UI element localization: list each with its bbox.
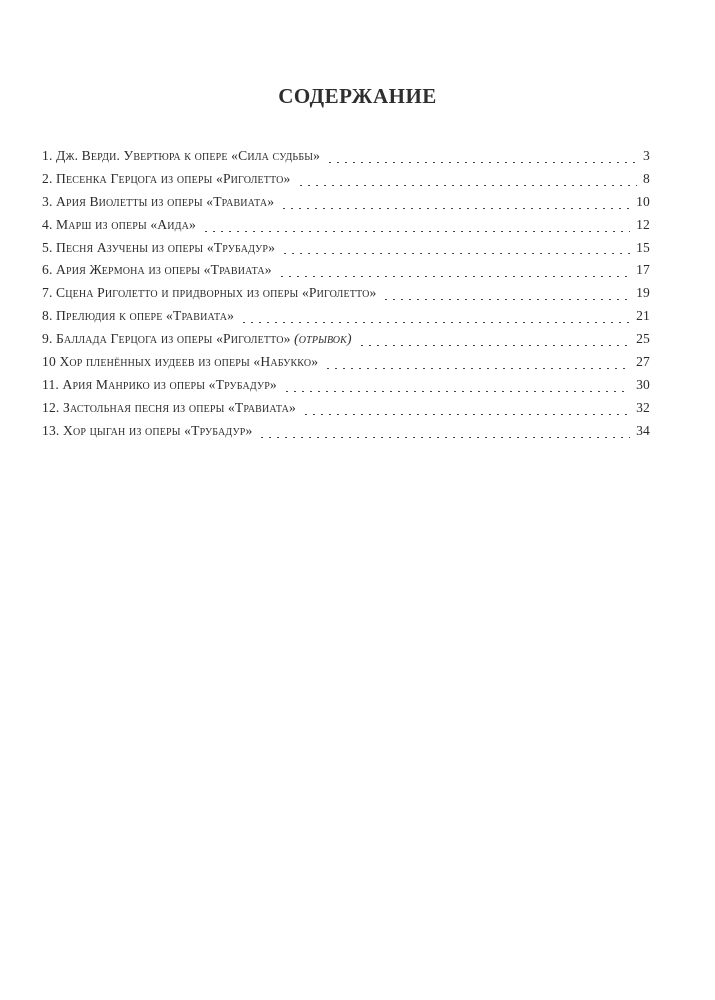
dot-leader bbox=[281, 253, 630, 254]
dot-leader bbox=[326, 162, 637, 163]
toc-entry-page: 3 bbox=[643, 148, 650, 163]
toc-entry[interactable] bbox=[42, 192, 650, 215]
toc-entry-title: 6. Ария Жермона из оперы «Травиата» bbox=[42, 262, 272, 278]
toc-entry-title bbox=[42, 329, 358, 349]
toc-entry[interactable] bbox=[42, 238, 650, 261]
toc-entry[interactable] bbox=[42, 352, 650, 375]
dot-leader bbox=[302, 414, 630, 415]
toc-entry-title: 3. Ария Виолетты из оперы «Травиата» bbox=[42, 193, 275, 209]
toc-entry[interactable] bbox=[42, 306, 650, 329]
toc-entry-title: 4. Марш из оперы «Аида» bbox=[42, 216, 196, 232]
toc-entry-page: 34 bbox=[636, 422, 650, 438]
toc-entry-title: 5. Песня Азучены из оперы «Трубадур» bbox=[42, 239, 276, 255]
toc-entry-title: 10 Хор пленённых иудеев из оперы «Набукко» bbox=[42, 354, 319, 370]
dot-leader bbox=[278, 276, 630, 277]
toc-entry-page: 15 bbox=[636, 239, 650, 255]
dot-leader bbox=[280, 208, 630, 209]
dot-leader bbox=[258, 437, 630, 438]
toc-entry-title: 12. Застольная песня из оперы «Травиата» bbox=[42, 399, 296, 415]
dot-leader bbox=[324, 368, 630, 369]
dot-leader bbox=[358, 345, 630, 346]
toc-entry-page: 17 bbox=[636, 262, 650, 278]
dot-leader bbox=[297, 185, 638, 186]
toc-entry[interactable] bbox=[42, 421, 650, 444]
toc-entry-page: 32 bbox=[636, 399, 650, 415]
toc-entry-page: 10 bbox=[636, 193, 650, 209]
page-title: СОДЕРЖАНИЕ bbox=[278, 84, 437, 108]
toc-entry-title: 13. Хор цыган из оперы «Трубадур» bbox=[42, 422, 253, 438]
toc-entry[interactable] bbox=[42, 329, 650, 352]
toc-entry-page: 21 bbox=[636, 308, 650, 324]
dot-leader bbox=[283, 391, 630, 392]
toc-entry-title-main: 9. Баллада Герцога из оперы «Риголетто» bbox=[42, 331, 291, 347]
toc-entry[interactable] bbox=[42, 260, 650, 283]
toc-entry-page: 25 bbox=[636, 331, 650, 347]
table-of-contents bbox=[42, 146, 650, 444]
dot-leader bbox=[202, 231, 630, 232]
toc-entry-title: 2. Песенка Герцога из оперы «Риголетто» bbox=[42, 170, 291, 186]
toc-entry-title: 7. Сцена Риголетто и придворных из оперы «Риголетто» bbox=[42, 285, 377, 301]
toc-entry-page: 12 bbox=[636, 216, 650, 232]
toc-entry[interactable] bbox=[42, 375, 650, 398]
toc-entry-page: 30 bbox=[636, 376, 650, 392]
toc-entry[interactable] bbox=[42, 146, 650, 169]
toc-entry[interactable] bbox=[42, 169, 650, 192]
toc-entry-title: 11. Ария Манрико из оперы «Трубадур» bbox=[42, 376, 277, 392]
dot-leader bbox=[382, 299, 630, 300]
toc-entry[interactable] bbox=[42, 215, 650, 238]
toc-entry-page: 19 bbox=[636, 285, 650, 301]
toc-entry-title: 8. Прелюдия к опере «Травиата» bbox=[42, 308, 235, 324]
dot-leader bbox=[240, 322, 630, 323]
toc-entry[interactable] bbox=[42, 398, 650, 421]
toc-entry[interactable] bbox=[42, 283, 650, 306]
toc-entry-page: 27 bbox=[636, 354, 650, 370]
toc-entry-page: 8 bbox=[643, 170, 650, 186]
toc-entry-title: 1. Дж. Верди. Увертюра к опере «Сила судьбы» bbox=[42, 148, 321, 163]
toc-entry-title-note: (отрывок) bbox=[294, 331, 352, 347]
